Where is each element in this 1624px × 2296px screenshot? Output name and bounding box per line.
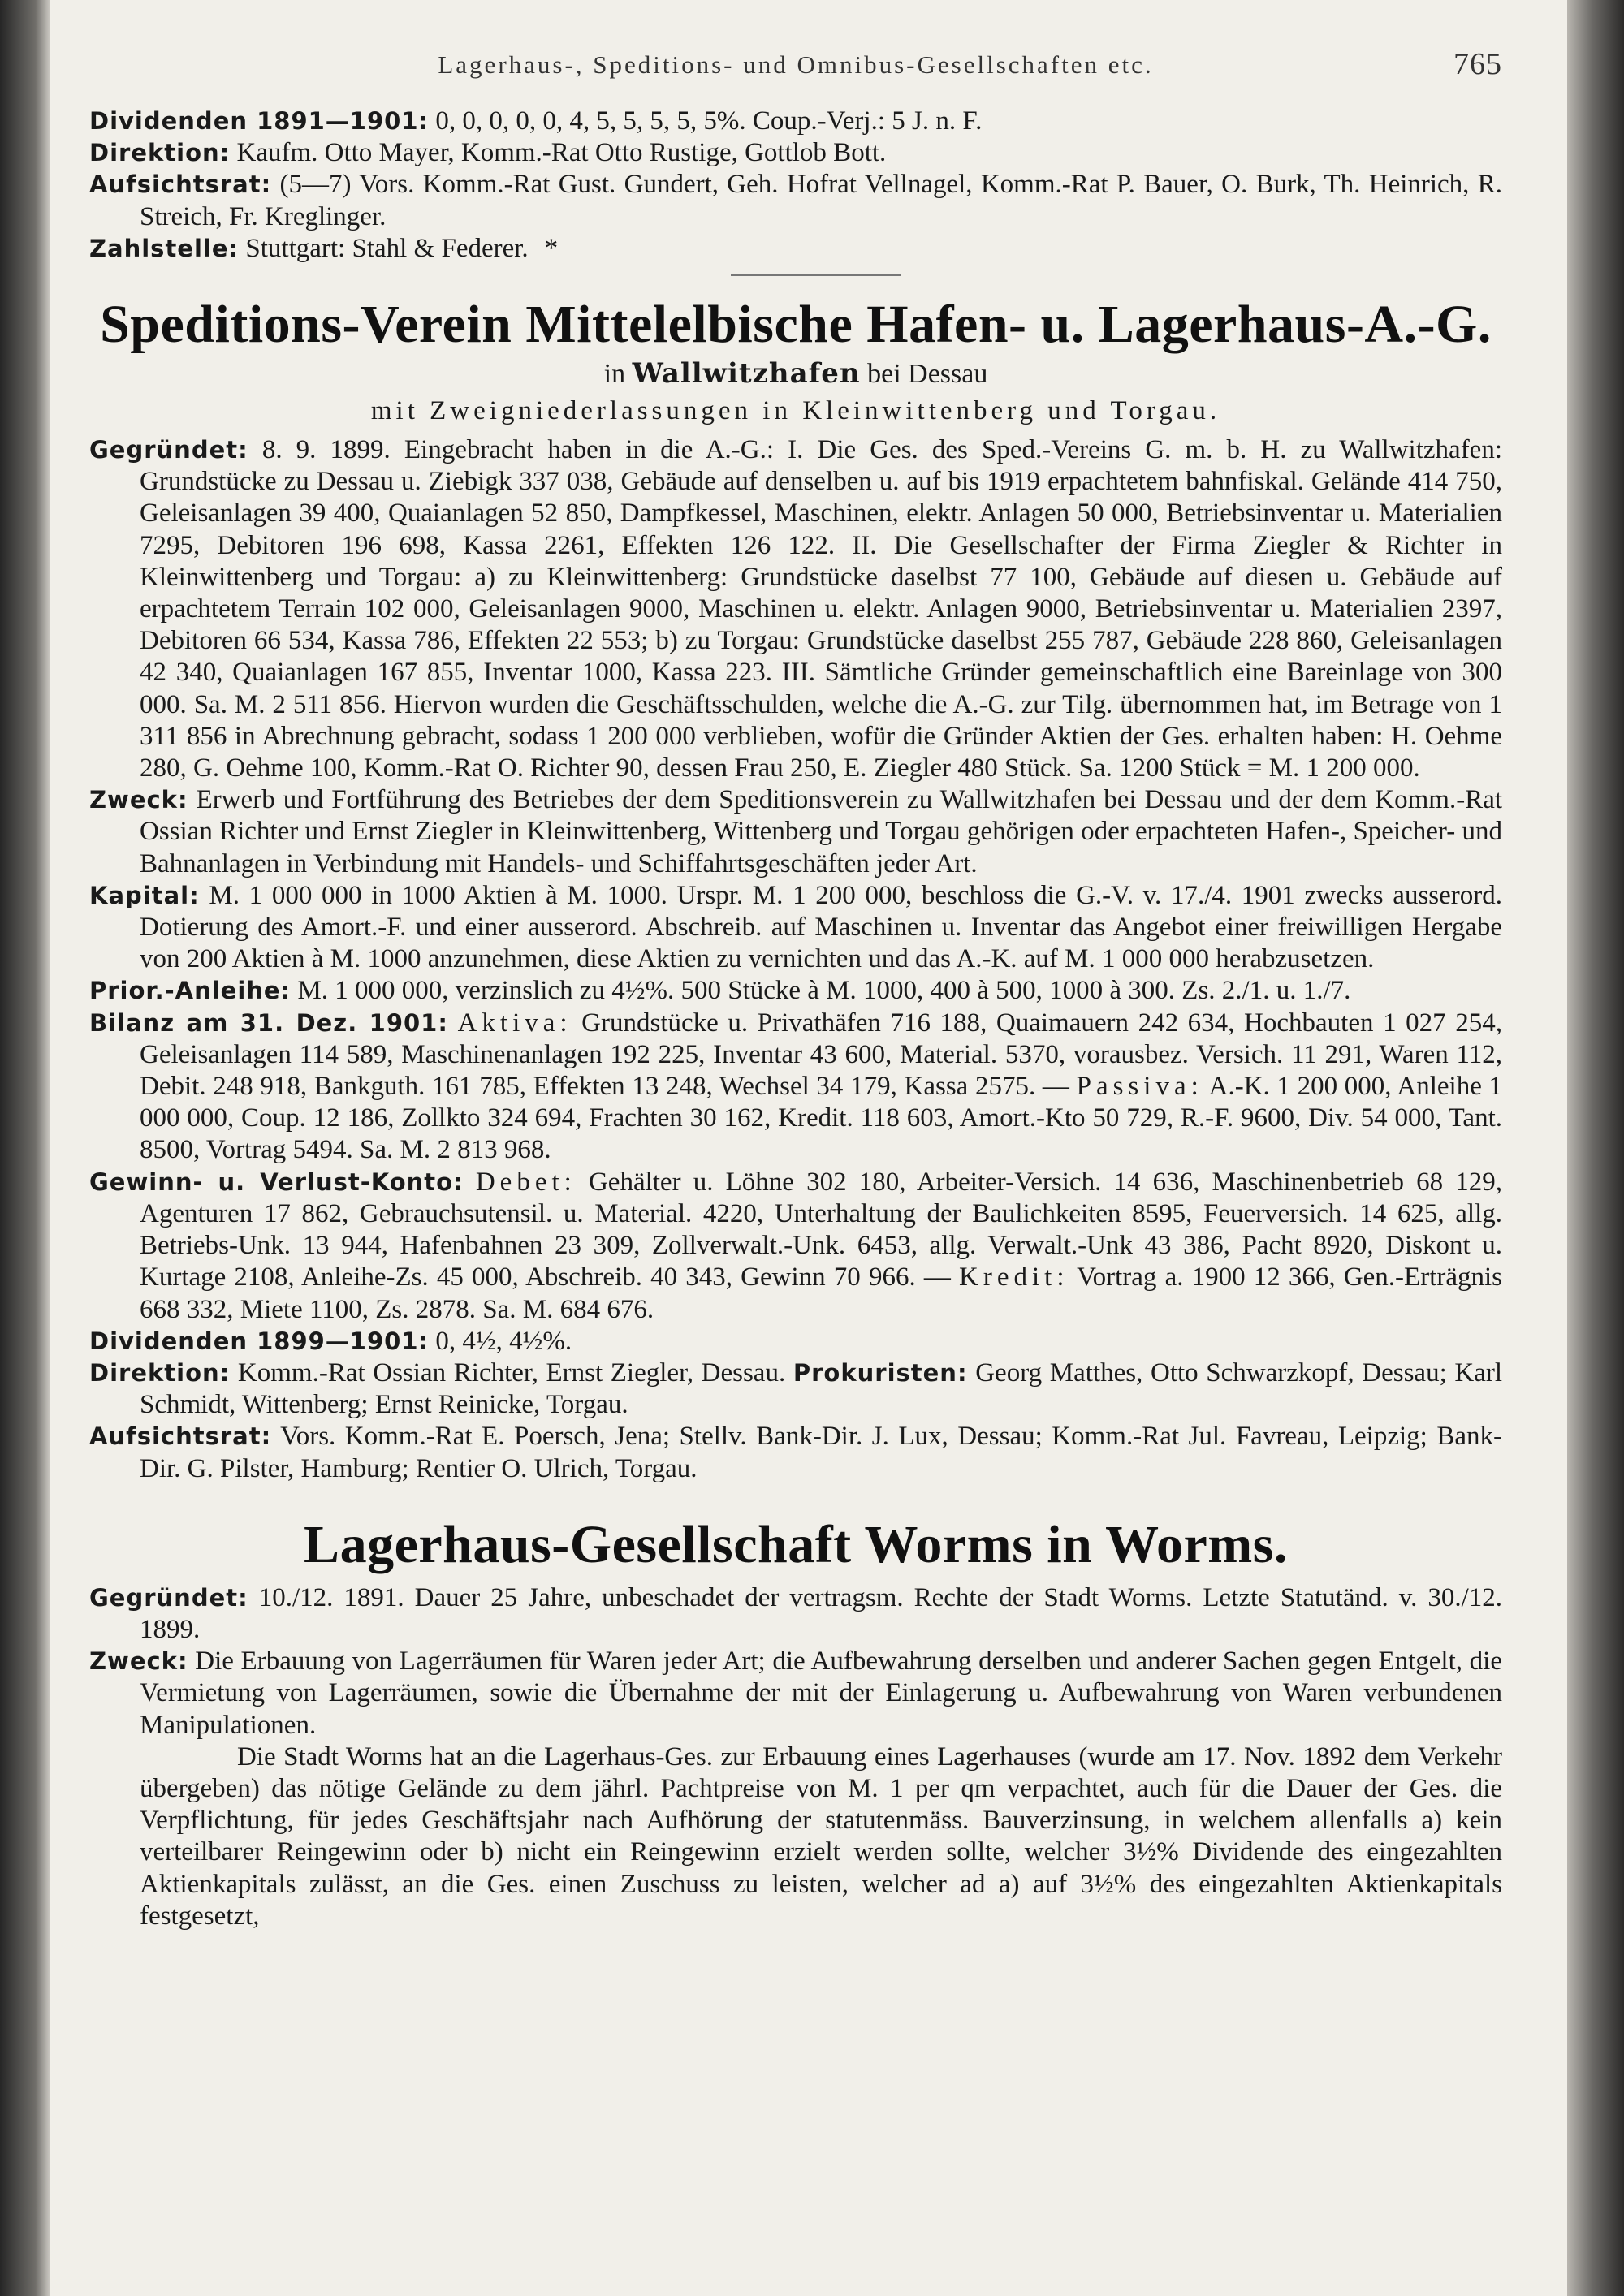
entry1-location-in: in [603, 359, 626, 390]
scan-right-edge [1567, 0, 1624, 2296]
entry2-paragraph: Die Stadt Worms hat an die Lagerhaus-Ges. zur Erbauung eines Lagerhauses (wurde am 17. Nov. 1892 dem Verkehr übergeben) das nötige Gelände zu dem jährl. Pachtpreise von M. 1 per qm verpachtet, auch für die Dauer der Ges. die Verpflichtung, für jedes Geschäftsjahr nach Aufhörung der statutenmäss. Bauverzinsung, in welchem allenfalls a) kein verteilbarer Reingewinn oder b) nicht ein Reingewinn erzielt werden sollte, welcher 3½% Dividende des eingezahlten Aktienkapitals zulässt, an die Ges. einen Zuschuss zu leisten, welcher ad a) auf 3½% des eingezahlten Aktienkapitals festgesetzt, [140, 1741, 1502, 1931]
entry1-location-rest: bei Dessau [867, 359, 988, 390]
title-gap [89, 1576, 1502, 1582]
entry1-branches: mit Zweigniederlassungen in Kleinwittenberg und Torgau. [370, 396, 1221, 426]
entry2-gegruendet-text: 10./12. 1891. Dauer 25 Jahre, unbeschadet der vertragsm. Rechte der Stadt Worms. Letzte Statutänd. v. 30./12. 1899. [140, 1582, 1503, 1644]
entry1-anleihe-text: M. 1 000 000, verzinslich zu 4½%. 500 Stücke à M. 1000, 400 à 500, 1000 à 300. Zs. 2./1. u. 1./7. [297, 976, 1351, 1006]
entry1-dividenden-text: 0, 4½, 4½%. [435, 1326, 572, 1356]
entry1-direktion-label: Direktion: [89, 1358, 231, 1387]
entry1-bilanz-label: Bilanz am 31. Dez. 1901: [89, 1008, 448, 1037]
entry2-gegruendet-label: Gegründet: [89, 1583, 248, 1612]
entry1-bilanz [89, 1008, 1502, 1167]
prev-zahlstelle-text: Stuttgart: Stahl & Federer. [245, 233, 529, 263]
prev-direktion-text: Kaufm. Otto Mayer, Komm.-Rat Otto Rustige, Gottlob Bott. [236, 138, 887, 168]
entry1-kapital [89, 880, 1502, 976]
entry1-title: Speditions-Verein Mittelelbische Hafen- u. Lagerhaus-A.-G. [100, 295, 1492, 355]
entry1-aufsichtsrat-label: Aufsichtsrat: [89, 1422, 272, 1451]
prev-zahlstelle-label: Zahlstelle: [89, 234, 240, 262]
entry1-kapital-label: Kapital: [89, 881, 200, 909]
entry1-guv-label: Gewinn- u. Verlust-Konto: [89, 1167, 464, 1196]
entry1-debet-label: Debet: [475, 1167, 577, 1197]
entry1-zweck [89, 784, 1502, 880]
entry1-anleihe [89, 975, 1502, 1007]
prev-zahlstelle [89, 233, 1502, 265]
running-head-title: Lagerhaus-, Speditions- und Omnibus-Gesellschaften etc. [438, 50, 1154, 79]
entry1-aufsichtsrat-text: Vors. Komm.-Rat E. Poersch, Jena; Stellv. Bank-Dir. J. Lux, Dessau; Komm.-Rat Jul. Favreau, Leipzig; Bank-Dir. G. Pilster, Hamburg; Rentier O. Ulrich, Torgau. [140, 1422, 1502, 1483]
running-head [89, 49, 1502, 106]
entry1-zweck-text: Erwerb und Fortführung des Betriebes der dem Speditionsverein zu Wallwitzhafen bei Dessau und der dem Komm.-Rat Ossian Richter und Ernst Ziegler in Kleinwittenberg, Wittenberg und Torgau gehörigen oder erpachteten Hafen-, Speicher- und Bahnanlagen in Verbindung mit Handels- und Schiffahrtsgeschäften jeder Art. [140, 785, 1503, 878]
entry1-dividenden [89, 1326, 1502, 1357]
entry1-kredit-label: Kredit: [959, 1262, 1069, 1293]
entry1-prokuristen-label: Prokuristen: [793, 1358, 968, 1387]
entry1-dividenden-label: Dividenden 1899—1901: [89, 1327, 430, 1355]
entry1-kredit-text: Vortrag a. 1900 12 366, Gen.-Erträgnis 668 332, Miete 1100, Zs. 2878. Sa. M. 684 676. [140, 1262, 1503, 1324]
entry1-kapital-text: M. 1 000 000 in 1000 Aktien à M. 1000. Urspr. M. 1 200 000, beschloss die G.-V. v. 17./4. 1901 zwecks ausserord. Dotierung des Amort.-F. und einer ausserord. Abschreib. auf Maschinen u. Inventar das Angebot einer freiwilligen Hergabe von 200 Aktien à M. 1000 anzunehmen, diese Aktien zu vernichten und das A.-K. auf M. 1 000 000 herabzusetzen. [140, 880, 1502, 974]
page-content [89, 49, 1502, 1932]
book-page [50, 0, 1583, 2296]
prev-direktion [89, 137, 1502, 169]
prev-dividenden-text: 0, 0, 0, 0, 0, 4, 5, 5, 5, 5, 5%. Coup.-Verj.: 5 J. n. F. [435, 106, 983, 136]
entry1-prokuristen-text: Georg Matthes, Otto Schwarzkopf, Dessau; Karl Schmidt, Wittenberg; Ernst Reinicke, Torgau. [140, 1357, 1503, 1420]
prev-aufsichtsrat-text: (5—7) Vors. Komm.-Rat Gust. Gundert, Geh. Hofrat Vellnagel, Komm.-Rat P. Bauer, O. Burk, Th. Heinrich, R. Streich, Fr. Kreglinger. [140, 170, 1503, 231]
entry2-zweck [89, 1646, 1502, 1741]
entry-marker: * [544, 233, 559, 263]
entry1-passiva-text: A.-K. 1 200 000, Anleihe 1 000 000, Coup. 12 186, Zollkto 324 694, Frachten 30 162, Kredit. 118 603, Amort.-Kto 50 729, R.-F. 9600, Div. 54 000, Tant. 8500, Vortrag 5494. Sa. M. 2 813 968. [140, 1072, 1503, 1165]
entry1-location [89, 356, 1502, 392]
prev-dividenden [89, 106, 1502, 137]
entry1-gegruendet [89, 434, 1502, 784]
page-number: 765 [1453, 47, 1502, 81]
scan-left-edge [0, 0, 50, 2296]
entry1-anleihe-label: Prior.-Anleihe: [89, 977, 292, 1005]
entry2-zweck-label: Zweck: [89, 1647, 188, 1676]
prev-direktion-label: Direktion: [89, 139, 231, 167]
prev-aufsichtsrat [89, 169, 1502, 232]
entry1-gegruendet-text: 8. 9. 1899. Eingebracht haben in die A.-G.: I. Die Ges. des Sped.-Vereins G. m. b. H. zu Wallwitzhafen: Grundstücke zu Dessau u. Ziebigk 337 038, Gebäude auf denselben u. auf bis 1919 erpachtetem bahnfiskal. Gelände 414 750, Geleisanlagen 39 400, Quaianlagen 52 850, Dampfkessel, Maschinen, elektr. Anlagen 50 000, Betriebsinventar u. Materialien 7295, Debitoren 196 698, Kassa 2261, Effekten 126 122. II. Die Gesellschafter der Firma Ziegler & Richter in Kleinwittenberg und Torgau: a) zu Kleinwittenberg: Grundstücke daselbst 77 100, Gebäude auf diesen u. Gebäude auf erpachtetem Terrain 102 000, Geleisanlagen 9000, Maschinen u. elektr. Anlagen 9000, Betriebsinventar u. Materialien 2397, Debitoren 66 534, Kassa 786, Effekten 22 553; b) zu Torgau: Grundstücke daselbst 255 787, Gebäude 228 860, Geleisanlagen 42 340, Quaianlagen 167 855, Inventar 1000, Kassa 223. III. Sämtliche Gründer gemeinschaftlich eine Bareinlage von 300 000. Sa. M. 2 511 856. Hiervon wurden die Geschäftsschulden, welche die A.-G. zur Tilg. übernommen hat, im Betrage von 1 311 856 in Abrechnung gebracht, sodass 1 200 000 verblieben, wofür die Gründer Aktien der Ges. erhalten haben: H. Oehme 280, G. Oehme 100, Komm.-Rat O. Richter 90, dessen Frau 250, E. Ziegler 480 Stück. Sa. 1200 Stück = M. 1 200 000. [140, 435, 1502, 783]
entry1-direktion-text: Komm.-Rat Ossian Richter, Ernst Ziegler, Dessau. [237, 1357, 786, 1388]
entry1-debet-text: Gehälter u. Löhne 302 180, Arbeiter-Versich. 14 636, Maschinenbetrieb 68 129, Agenturen 17 862, Gebrauchsutensil. u. Material. 4220, Unterhaltung der Baulichkeiten 8595, Feuerversich. 14 625, allg. Betriebs-Unk. 13 944, Hafenbahnen 23 309, Zollverwalt.-Unk. 6453, allg. Verwalt.-Unk 43 386, Pacht 8920, Diskont u. Kurtage 2108, Anleihe-Zs. 45 000, Abschreib. 40 343, Gewinn 70 966. — [140, 1167, 1503, 1293]
entry1-direktion [89, 1357, 1502, 1421]
entry1-aktiva-label: Aktiva: [457, 1008, 572, 1038]
entry-gap [89, 1485, 1502, 1508]
prev-dividenden-label: Dividenden 1891—1901: [89, 107, 430, 135]
entry1-guv [89, 1167, 1502, 1326]
entry2-title: Lagerhaus-Gesellschaft Worms in Worms. [304, 1514, 1288, 1574]
entry2-gegruendet [89, 1582, 1502, 1646]
entry1-location-place: Wallwitzhafen [632, 357, 861, 391]
section-divider [731, 274, 901, 276]
entry1-passiva-label: Passiva: [1076, 1072, 1203, 1102]
entry1-aktiva-text: Grundstücke u. Privathäfen 716 188, Quaimauern 242 634, Hochbauten 1 027 254, Geleisanlagen 114 589, Maschinenanlagen 192 225, Inventar 43 600, Material. 5370, vorausbez. Versich. 11 291, Waren 112, Debit. 248 918, Bankguth. 161 785, Effekten 13 248, Wechsel 34 179, Kassa 2575. — [140, 1008, 1503, 1102]
entry1-aufsichtsrat [89, 1421, 1502, 1484]
entry1-zweck-label: Zweck: [89, 786, 188, 814]
entry2-zweck-text: Die Erbauung von Lagerräumen für Waren jeder Art; die Aufbewahrung derselben und anderer Sachen gegen Entgelt, die Vermietung von Lagerräumen, sowie die Übernahme der mit der Einlagerung u. Aufbewahrung von Waren verbundenen Manipulationen. [140, 1646, 1503, 1740]
prev-aufsichtsrat-label: Aufsichtsrat: [89, 170, 272, 199]
entry1-gegruendet-label: Gegründet: [89, 436, 248, 464]
